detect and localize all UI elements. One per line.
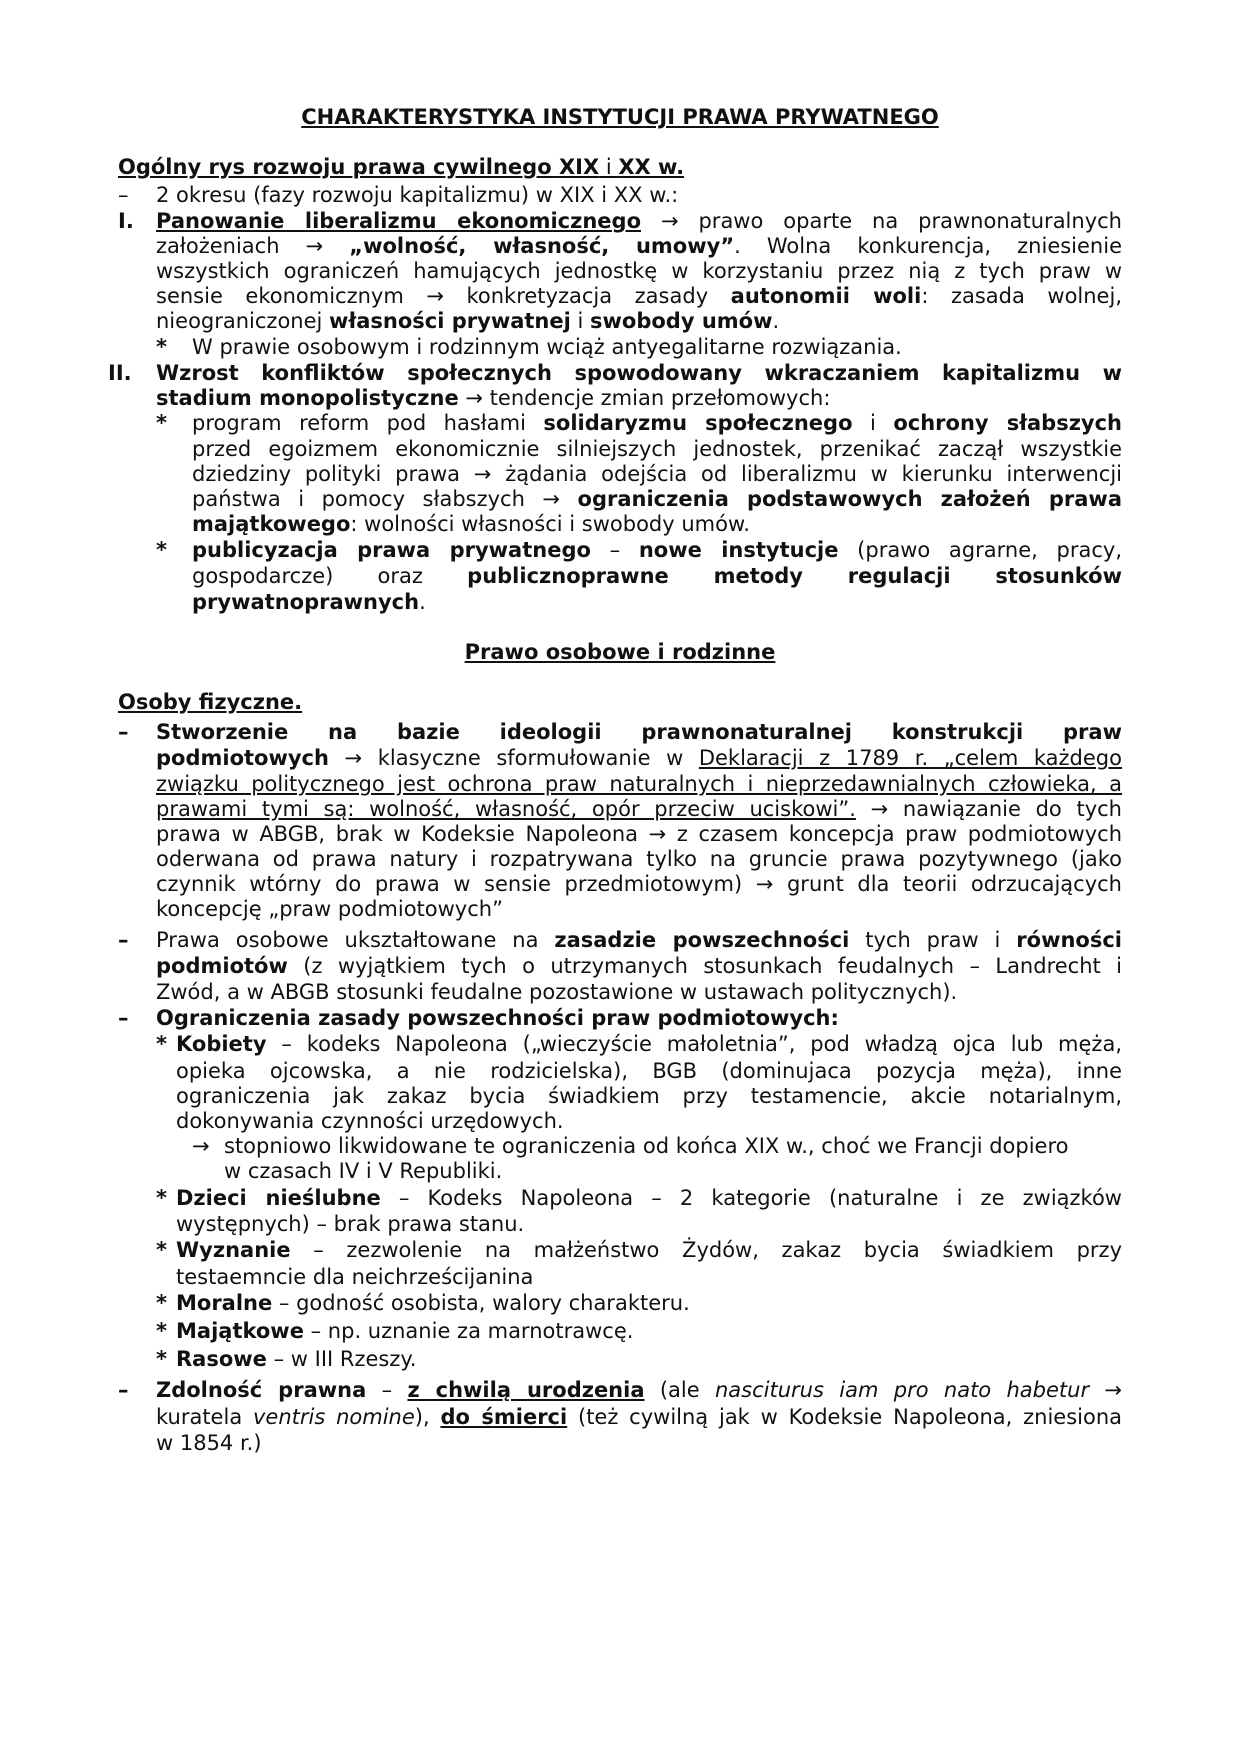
dash-bullet: – — [118, 720, 129, 744]
reform-line-1: program reform pod hasłami solidaryzmu społecznego i ochrony słabszych — [192, 411, 1123, 435]
star-bullet: * — [156, 411, 167, 435]
women-arrow-line-1: stopniowo likwidowane te ograniczenia od końca XIX w., choć we Francji dopiero — [224, 1134, 1069, 1158]
rights-para-line-2: podmiotowych → klasyczne sformułowanie w Deklaracji z 1789 r. „celem każdego — [156, 746, 1122, 770]
star-bullet: * — [156, 1032, 167, 1056]
dash-bullet: – — [118, 1006, 129, 1030]
rights-para-line-4: prawami tymi są: wolność, własność, opór przeciw uciskowi”. → nawiązanie do tych — [156, 797, 1122, 821]
star-bullet: * — [156, 1347, 167, 1371]
roman-marker-ii: II. — [108, 361, 132, 385]
racial-line: Rasowe – w III Rzeszy. — [176, 1347, 417, 1371]
universality-line-1: Prawa osobowe ukształtowane na zasadzie powszechności tych praw i równości — [156, 928, 1122, 952]
star-bullet: * — [156, 538, 167, 562]
period-i-note: W prawie osobowym i rodzinnym wciąż antyegalitarne rozwiązania. — [192, 335, 902, 359]
universality-line-3: Zwód, a w ABGB stosunki feudalne pozostawione w ustawach politycznych). — [156, 980, 958, 1004]
publicization-line-2: gospodarcze) oraz publicznoprawne metody regulacji stosunków — [192, 564, 1123, 588]
periods-line: 2 okresu (fazy rozwoju kapitalizmu) w XIX i XX w.: — [156, 183, 679, 207]
roman-marker-i: I. — [118, 209, 134, 233]
universality-line-2: podmiotów (z wyjątkiem tych o utrzymanych stosunkach feudalnych – Landrecht i — [156, 954, 1122, 978]
reform-line-3: dziedziny polityki prawa → żądania odejścia od liberalizmu w kierunku interwencji — [192, 462, 1122, 486]
capacity-line-3: w 1854 r.) — [156, 1431, 262, 1455]
period-i-line-5: nieograniczonej własności prywatnej i swobody umów. — [156, 309, 780, 333]
religion-line-2: testaemncie dla neichrześcijanina — [176, 1265, 534, 1289]
religion-line-1: Wyznanie – zezwolenie na małżeństwo Żydów, zakaz bycia świadkiem przy — [176, 1238, 1122, 1262]
reform-line-4: państwa i pomocy słabszych → ograniczenia podstawowych założeń prawa — [192, 487, 1122, 511]
period-i-line-3: wszystkich ograniczeń hamujących jednostkę w korzystaniu przez nią z tych praw w — [156, 259, 1122, 283]
star-bullet: * — [156, 1238, 167, 1262]
section-heading-ogolny-rys: Ogólny rys rozwoju prawa cywilnego XIX i XX w. — [118, 155, 685, 179]
limitations-heading: Ograniczenia zasady powszechności praw podmiotowych: — [156, 1006, 839, 1030]
period-ii-line-1: Wzrost konfliktów społecznych spowodowany wkraczaniem kapitalizmu w — [156, 361, 1122, 385]
reform-line-2: przed egoizmem ekonomicznie silniejszych jednostek, przenikać zaczął wszystkie — [192, 437, 1122, 461]
publicization-line-3: prywatnoprawnych. — [192, 590, 426, 614]
property-line: Majątkowe – np. uznanie za marnotrawcę. — [176, 1319, 634, 1343]
rights-para-line-1: Stworzenie na bazie ideologii prawnonaturalnej konstrukcji praw — [156, 720, 1122, 744]
dash-bullet: – — [118, 183, 129, 207]
period-i-line-2: założeniach → „wolność, własność, umowy”. Wolna konkurencja, zniesienie — [156, 234, 1122, 258]
subsection-heading-osoby-fizyczne: Osoby fizyczne. — [118, 690, 303, 714]
women-arrow-line-2: w czasach IV i V Republiki. — [224, 1159, 503, 1183]
moral-line: Moralne – godność osobista, walory charakteru. — [176, 1291, 690, 1315]
rights-para-line-5: prawa w ABGB, brak w Kodeksie Napoleona → z czasem koncepcja praw podmiotowych — [156, 822, 1122, 846]
publicization-line-1: publicyzacja prawa prywatnego – nowe instytucje (prawo agrarne, pracy, — [192, 538, 1122, 562]
capacity-line-2: kuratela ventris nomine), do śmierci (też cywilną jak w Kodeksie Napoleona, zniesiona — [156, 1405, 1123, 1429]
arrow-bullet: → — [192, 1134, 210, 1158]
women-line-3: ograniczenia jak zakaz bycia świadkiem przy testamencie, akcie notarialnym, — [176, 1084, 1122, 1108]
rights-para-line-3: związku politycznego jest ochrona praw naturalnych i nieprzedawnialnych człowieka, a — [156, 772, 1122, 796]
women-line-1: Kobiety – kodeks Napoleona („wieczyście małoletnia”, pod władzą ojca lub męża, — [176, 1032, 1122, 1056]
rights-para-line-8: koncepcję „praw podmiotowych” — [156, 897, 503, 921]
rights-para-line-6: oderwana od prawa natury i rozpatrywana tylko na gruncie prawa pozytywnego (jako — [156, 847, 1122, 871]
period-ii-line-2: stadium monopolistyczne → tendencje zmian przełomowych: — [156, 386, 831, 410]
star-bullet: * — [156, 1319, 167, 1343]
capacity-line-1: Zdolność prawna – z chwilą urodzenia (ale nasciturus iam pro nato habetur → — [156, 1378, 1123, 1402]
period-i-line-4: sensie ekonomicznym → konkretyzacja zasady autonomii woli: zasada wolnej, — [156, 284, 1122, 308]
star-bullet: * — [156, 335, 167, 359]
star-bullet: * — [156, 1291, 167, 1315]
dash-bullet: – — [118, 1378, 129, 1402]
section-title-prawo-osobowe: Prawo osobowe i rodzinne — [464, 640, 776, 664]
women-line-4: dokonywania czynności urzędowych. — [176, 1109, 564, 1133]
dash-bullet: – — [118, 928, 129, 952]
document-title: CHARAKTERYSTYKA INSTYTUCJI PRAWA PRYWATNEGO — [301, 105, 939, 129]
star-bullet: * — [156, 1186, 167, 1210]
illegitimate-line-2: występnych) – brak prawa stanu. — [176, 1212, 525, 1236]
reform-line-5: majątkowego: wolności własności i swobody umów. — [192, 512, 750, 536]
period-i-line-1: Panowanie liberalizmu ekonomicznego → prawo oparte na prawnonaturalnych — [156, 209, 1122, 233]
illegitimate-line-1: Dzieci nieślubne – Kodeks Napoleona – 2 kategorie (naturalne i ze związków — [176, 1186, 1122, 1210]
rights-para-line-7: czynnik wtórny do prawa w sensie przedmiotowym) → grunt dla teorii odrzucających — [156, 872, 1122, 896]
women-line-2: opieka ojcowska, a nie rodzicielska), BGB (dominujaca pozycja męża), inne — [176, 1059, 1122, 1083]
